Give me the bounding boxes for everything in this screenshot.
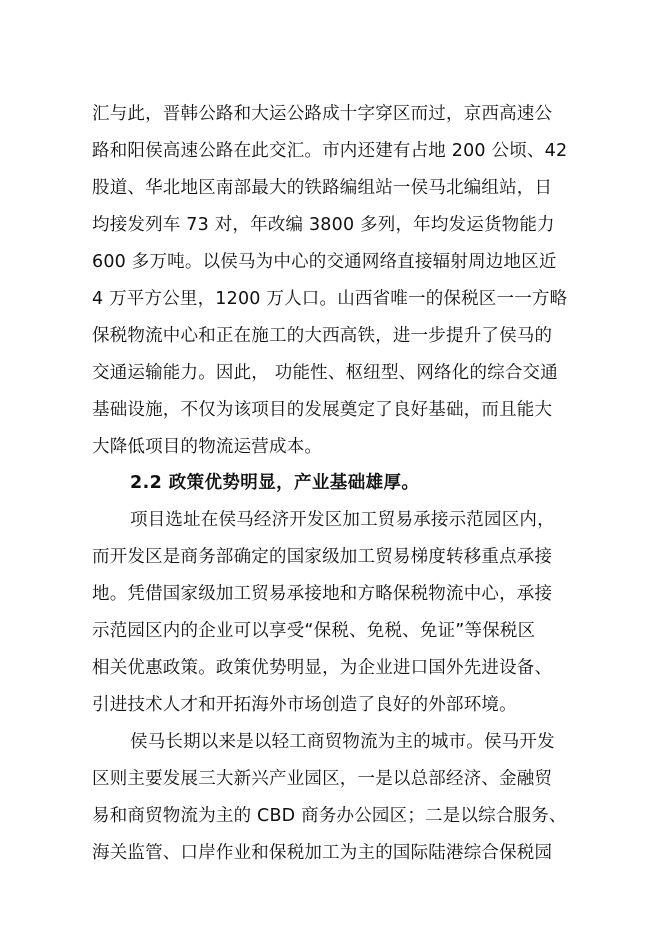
section-heading: 2.2 政策优势明显，产业基础雄厚。 [130, 473, 420, 493]
text-line: 股道、华北地区南部最大的铁路编组站一侯马北编组站，日 [92, 178, 553, 198]
text-line: 汇与此，晋韩公路和大运公路成十字穿区而过，京西高速公 [92, 104, 553, 124]
text-line: 交通运输能力。因此， 功能性、枢纽型、网络化的综合交通 [92, 363, 558, 383]
text-line: 项目选址在侯马经济开发区加工贸易承接示范园区内， [130, 510, 555, 530]
text-line: 均接发列车 73 对，年改编 3800 多列，年均发运货物能力 [92, 215, 555, 235]
text-line: 地。凭借国家级加工贸易承接地和方略保税物流中心，承接 [92, 584, 553, 604]
text-line: 海关监管、口岸作业和保税加工为主的国际陆港综合保税园 [92, 843, 553, 863]
text-line: 区则主要发展三大新兴产业园区，一是以总部经济、金融贸 [92, 769, 553, 789]
text-line: 相关优惠政策。政策优势明显，为企业进口国外先进设备、 [92, 658, 553, 678]
text-line: 路和阳侯高速公路在此交汇。市内还建有占地 200 公顷、42 [92, 141, 568, 161]
text-line: 基础设施，不仅为该项目的发展奠定了良好基础，而且能大 [92, 400, 553, 420]
text-line: 大降低项目的物流运营成本。 [92, 437, 323, 457]
text-line: 而开发区是商务部确定的国家级加工贸易梯度转移重点承接 [92, 547, 553, 567]
text-line: 4 万平方公里，1200 万人口。山西省唯一的保税区一一方略 [92, 289, 568, 309]
text-line: 引进技术人才和开拓海外市场创造了良好的外部环境。 [92, 695, 517, 715]
text-line: 侯马长期以来是以轻工商贸物流为主的城市。侯马开发 [130, 732, 555, 752]
text-line: 600 多万吨。以侯马为中心的交通网络直接辐射周边地区近 [92, 252, 557, 272]
text-line: 示范园区内的企业可以享受“保税、免税、免证”等保税区 [92, 621, 536, 641]
text-line: 易和商贸物流为主的 CBD 商务办公园区；二是以综合服务、 [92, 806, 567, 826]
text-line: 保税物流中心和正在施工的大西高铁，进一步提升了侯马的 [92, 326, 553, 346]
